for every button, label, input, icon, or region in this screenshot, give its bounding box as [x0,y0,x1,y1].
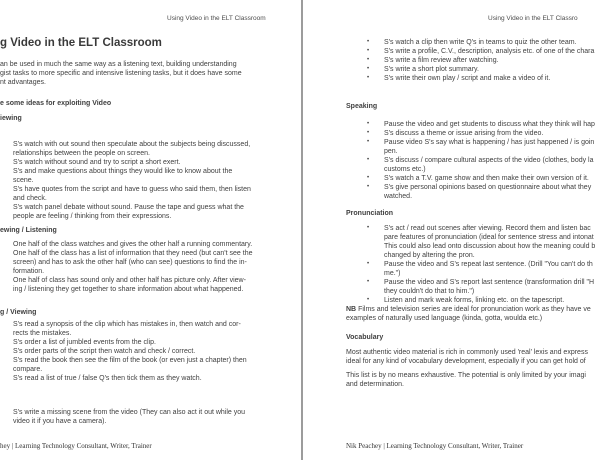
intro-paragraph [0,60,302,87]
text-line: S's watch with out sound then speculate about the subjects being discussed, [13,141,251,148]
page-right-body [304,38,600,389]
bullet-icon: • [367,39,370,45]
text-line: • Pause the video and S's report last sentence (transformation drill "H [367,279,595,286]
text-line: • S's discuss a theme or issue arising from the video. [367,130,544,137]
text-line: customs etc.) [384,166,426,173]
text-line: changed by altering the pron. [384,252,475,259]
section-lines [0,240,302,294]
section [304,305,600,323]
section [304,38,600,83]
text-line: ideal for any kind of vocabulary development, especially if you can get hold of [346,358,586,365]
text-line: • S's write a short plot summary. [367,66,479,73]
text-line: This could also lead onto discussion about how the meaning could b [384,243,596,250]
intro-line: nt advantages. [0,79,46,86]
section-lines [304,38,600,83]
text-line: One half of the class has a list of information that they need (but can't see the [13,250,253,257]
section [0,308,302,383]
page-footer-right: Nik Peachey | Learning Technology Consultant, Writer, Trainer [346,442,524,450]
bullet-icon: • [367,121,370,127]
text-line: formation. [13,268,45,275]
section-heading: Pronunciation [346,210,394,217]
section [0,226,302,294]
page-left-body [0,60,302,426]
text-line: S's watch without sound and try to script a short exert. [13,159,181,166]
text-line: • S's write a film review after watching. [367,57,499,64]
text-line: rects the mistakes. [13,330,72,337]
section [304,102,600,201]
section-lines [304,305,600,323]
bullet-icon: • [367,139,370,145]
text-line: relationships between the people on screen. [13,150,150,157]
text-line: • Pause the video and get students to discuss what they think will hap [367,121,595,128]
section [0,114,302,221]
text-line: One half of class has sound only and other half has picture only. After view- [13,277,246,284]
text-line: S's have quotes from the script and have to guess who said them, then listen [13,186,251,193]
text-line: examples of naturally used language (kinda, gotta, woulda etc.) [346,315,543,322]
bullet-icon: • [367,75,370,81]
text-line: and determination. [346,381,404,388]
text-line: • S's write their own play / script and make a video of it. [367,75,551,82]
text-line: S's read a synopsis of the clip which has mistakes in, then watch and cor- [13,321,241,328]
text-line: • Pause video S's say what is happening / has just happened / is goin [367,139,595,146]
text-line: S's read a list of true / false Q's then tick them as they watch. [13,375,202,382]
section [0,408,302,426]
bullet-icon: • [367,225,370,231]
page-divider [301,0,303,460]
text-line: watched. [384,193,413,200]
page-header-right: Using Video in the ELT Classro [488,15,578,22]
text-line: • S's watch a T.V. game show and then make their own version of it. [367,175,589,182]
page-right [304,0,600,460]
section-lines [0,140,302,221]
text-line: pare features of pronunciation (ideal for sentence stress and intonat [384,234,594,241]
text-line: ing / listening they get together to share information about what happened. [13,286,244,293]
text-line: • S's write a profile, C.V., description, analysis etc. of one of the chara [367,48,595,55]
text-line: One half of the class watches and gives the other half a running commentary. [13,241,253,248]
right-sections [304,38,600,389]
text-line: • Listen and mark weak forms, linking etc. on the tapescript. [367,297,565,304]
bullet-icon: • [367,297,370,303]
section [304,209,600,305]
text-line: • S's give personal opinions based on questionnaire about what they [367,184,592,191]
section-lines [304,224,600,305]
bullet-icon: • [367,261,370,267]
text-line: compare. [13,366,43,373]
text-line: • S's act / read out scenes after viewing. Record them and listen bac [367,225,591,232]
left-sections [0,114,302,426]
bullet-icon: • [367,48,370,54]
intro-line: gist tasks to more specific and intensive listening tasks, but it does have some [0,70,242,77]
bullet-icon: • [367,184,370,190]
page-header-left: Using Video in the ELT Classroom [167,15,266,22]
text-line: Most authentic video material is rich in commonly used 'real' lexis and express [346,349,588,356]
section-heading: Speaking [346,103,378,110]
text-line: • S's watch a clip then write Q's in teams to quiz the other team. [367,39,577,46]
text-line: pen. [384,148,398,155]
text-line: S's order parts of the script then watch and check / correct. [13,348,196,355]
text-line: S's read the book then see the film of the book (or even just a chapter) then [13,357,247,364]
bullet-icon: • [367,279,370,285]
text-line: This list is by no means exhaustive. The potential is only limited by your imagi [346,372,586,379]
ideas-heading: e some ideas for exploiting Video [0,100,112,107]
text-line: and check. [13,195,47,202]
text-line: NB Films and television series are ideal for pronunciation work as they have ve [346,306,591,313]
bullet-icon: • [367,175,370,181]
section-lines [0,408,302,426]
intro-line: an be used in much the same way as a listening text, building understanding [0,61,237,68]
text-line: S's and make questions about things they would like to know about the [13,168,233,175]
text-line: people are feeling / thinking from their expressions. [13,213,172,220]
bullet-icon: • [367,57,370,63]
section [304,333,600,389]
section-heading: g / Viewing [0,309,37,316]
bullet-icon: • [367,66,370,72]
text-line: S's watch panel debate without sound. Pause the tape and guess what the [13,204,244,211]
text-line: • Pause the video and S's repeat last sentence. (Drill "You can't do th [367,261,593,268]
nb-label: NB [346,306,357,313]
text-line: S's write a missing scene from the video (They can also act it out while you [13,409,246,416]
text-line: screen) and has to ask the other half (who can see) questions to find the in- [13,259,247,266]
text-line: me.") [384,270,401,277]
section-lines [0,320,302,383]
bullet-icon: • [367,130,370,136]
text-line: • S's discuss / compare cultural aspects of the video (clothes, body la [367,157,594,164]
text-line: S's order a list of jumbled events from the clip. [13,339,156,346]
section-lines [304,348,600,389]
bullet-icon: • [367,157,370,163]
text-line: video it if you have a camera). [13,418,107,425]
document-title: g Video in the ELT Classroom [0,37,162,49]
section-lines [304,120,600,201]
text-line: they couldn't do that to him.") [384,288,475,295]
section-heading: ewing / Listening [0,227,57,234]
page-footer-left: hey | Learning Technology Consultant, Writer, Trainer [0,442,152,450]
section-heading: iewing [0,115,22,122]
section-heading: Vocabulary [346,334,384,341]
text-line: scene. [13,177,34,184]
